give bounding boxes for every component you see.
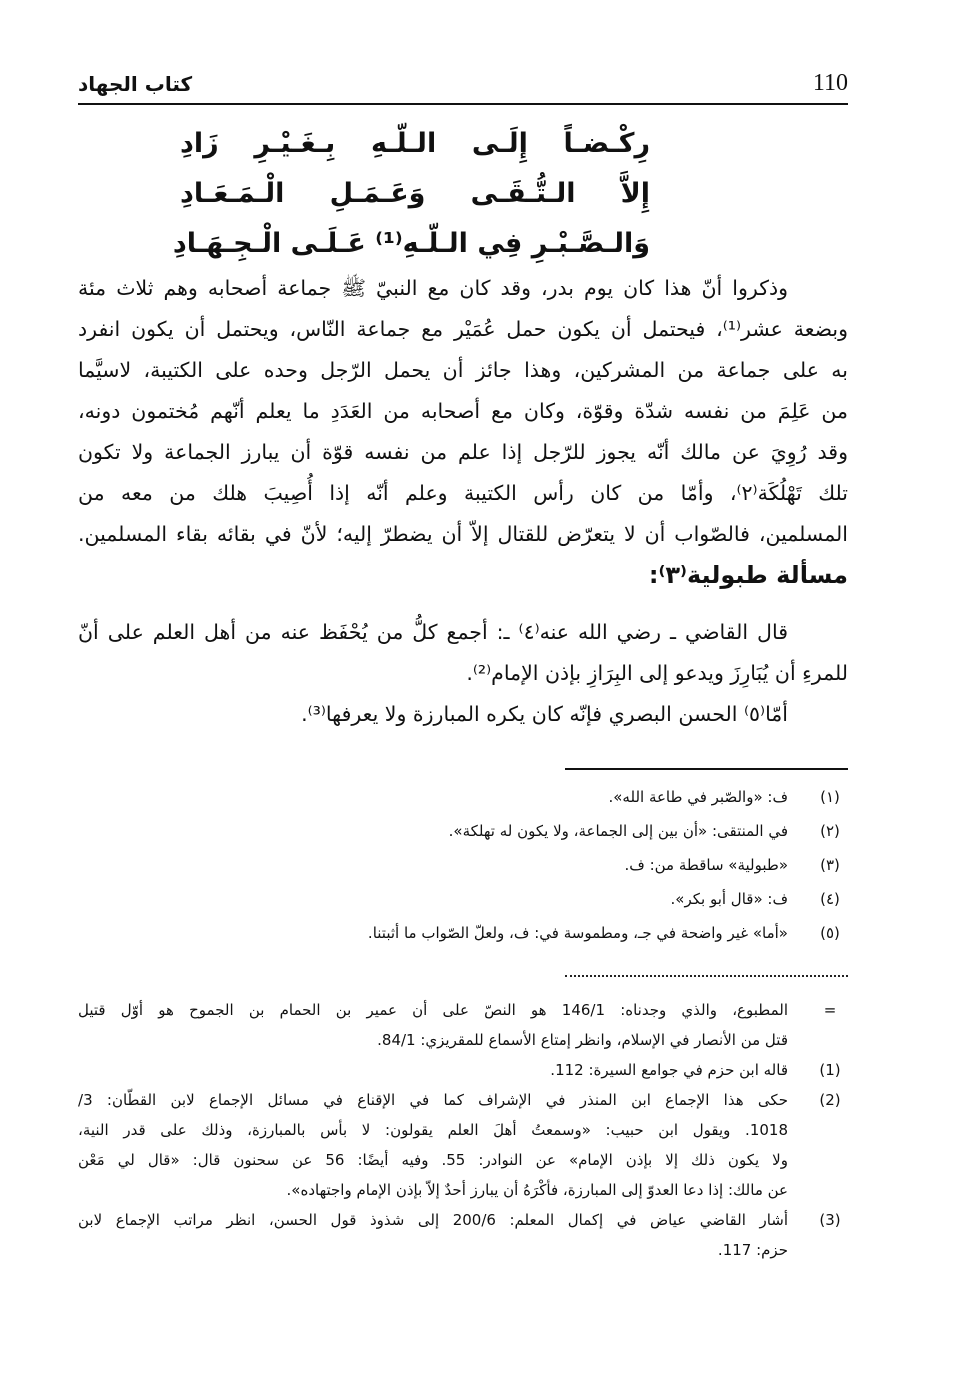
footnote-number: (3) — [819, 1211, 841, 1229]
footnote-line: حكى هذا الإجماع ابن المنذر في الإشراف كما في الإقناع في مسائل الإجماع لابن القطّان: 3/ — [78, 1091, 788, 1109]
footnotes-divider — [565, 975, 848, 977]
paragraph-line: به على جماعة من المشركين، وهذا جائز أن يحمل الرّجل وحده على الكتيبة، لاسيَّما — [78, 358, 848, 382]
editor-note — [78, 916, 848, 950]
editor-note — [78, 882, 848, 916]
footnote-line: أشار القاضي عياض في إكمال المعلم: 200/6 إلى شذوذ قول الحسن، انظر مراتب الإجماع لابن — [78, 1211, 788, 1229]
footnote — [78, 1205, 848, 1265]
issue-line: للمرءِ أن يُبَارِزَ ويدعو إلى البِرَازِ بإذن الإمام⁽²⁾. — [466, 661, 848, 685]
poem-verse: إِلاَّ الـتُّـقَـى وَعَـمَـلِ الْـمَـعَـادِ — [180, 178, 650, 209]
footnote-number: (2) — [819, 1091, 841, 1109]
note-number: (٣) — [820, 856, 840, 874]
notes-divider — [565, 768, 848, 770]
note-text: ف: «قال أبو بكر». — [670, 890, 788, 908]
editor-note — [78, 848, 848, 882]
footnote — [78, 1085, 848, 1205]
footnote-line: حزم: 117. — [717, 1241, 788, 1259]
paragraph-line: من عَلِمَ من نفسه شدّة وقوّة، وكان مع أصحابه من العَدَدِ ما يعلم أنّهم مُختمون دونه، — [78, 399, 848, 423]
footnote — [78, 995, 848, 1055]
note-number: (٤) — [820, 890, 840, 908]
footnote-number: = — [823, 1001, 837, 1019]
issue-line: أمّا⁽٥⁾ الحسن البصري فإنّه كان يكره المبارزة ولا يعرفها⁽³⁾. — [301, 702, 788, 726]
running-title: كتاب الجهاد — [78, 72, 193, 96]
note-text: «أما» غير واضحة في جـ، ومطموسة في: ف، ولعلّ الصّواب ما أثبتنا. — [367, 924, 788, 942]
paragraph-line: وذكروا أنّ هذا كان يوم بدر، وقد كان مع النبيّ ﷺ جماعة أصحابه وهم ثلاث مئة — [78, 276, 788, 300]
issue-heading: مسألة طبولية⁽٣⁾: — [648, 561, 848, 589]
footnote-line: عن مالك: إذا دعا العدوّ إلى المبارزة، فأكْرَهُ أن يبارز أحدٌ إلاّ بإذن الإمام واجتهاده». — [286, 1181, 788, 1199]
issue-line: قال القاضي ـ رضي الله عنه⁽٤⁾ ـ: أجمع كلُّ من يُحْفَظ عنه من أهل العلم على أنّ — [78, 620, 788, 644]
footnote-line: 1018. ويقول ابن حبيب: «وسمعتُ أهلَ العلم يقولون: لا بأس بالمبارزة، وذلك على قدر النية، — [78, 1121, 788, 1139]
footnote-line: المطبوع، والذي وجدناه: 146/1 هو النصّ على أن عمير بن الحمام بن الجموح هو أوّل قتيل — [78, 1001, 788, 1019]
editor-note — [78, 780, 848, 814]
note-number: (٥) — [820, 924, 840, 942]
page-number: 110 — [812, 70, 848, 96]
note-text: «طبولية» ساقطة من: ف. — [624, 856, 788, 874]
paragraph-line: المسلمين، فالصّواب أن لا يتعرّض للقتال إلاّ أن يضطرّ إليه؛ لأنّ في بقائه بقاء المسلمين. — [78, 522, 848, 546]
footnote — [78, 1055, 848, 1085]
editor-note — [78, 814, 848, 848]
paragraph-line: وبضعة عشر⁽¹⁾، فيحتمل أن يكون حمل عُمَيْر مع جماعة النّاس، ويحتمل أن يكون انفرد — [78, 317, 848, 341]
main-paragraph — [78, 268, 848, 596]
note-number: (١) — [820, 788, 840, 806]
note-text: في المنتقى: «أن بين إلى الجماعة، ولا يكون له تهلكة». — [448, 822, 788, 840]
paragraph-line: تلك تَهْلُكَة⁽٢⁾، وأمّا من كان رأس الكتيبة وعلم أنّه إذا أُصِيبَ هلك من معه من — [78, 481, 849, 505]
note-number: (٢) — [820, 822, 840, 840]
footnotes — [78, 995, 848, 1265]
footnote-line: ولا يكون ذلك إلا بإذن الإمام» عن النوادر: 55. وفيه أيضًا: 56 عن سحنون قال: «قال لي مَعْن — [78, 1151, 788, 1169]
paragraph-line: وقد رُوِيَ عن مالك أنّه يجوز للرّجل إذا علم من نفسه قوّة أن يبارز الجماعة ولا تكون — [78, 440, 848, 464]
header-divider — [78, 103, 848, 105]
footnote-number: (1) — [819, 1061, 841, 1079]
poem-verse: وَالـصَّـبْـرِ فِي الـلّـهِ⁽¹⁾ عَـلَـى الْـجِـهَـادِ — [172, 228, 650, 259]
footnote-line: قتل من الأنصار في الإسلام، وانظر إمتاع الأسماع للمقريزي: 84/1. — [377, 1031, 788, 1049]
poem-verse: رِكْـضـاً إِلَـى الـلّـهِ بِـغَـيْـرِ زَادِ — [180, 128, 650, 159]
page-header — [78, 70, 848, 100]
editor-notes — [78, 780, 848, 950]
note-text: ف: «والصّبر في طاعة الله». — [608, 788, 788, 806]
poem — [172, 128, 650, 278]
issue-text — [78, 612, 848, 735]
footnote-line: قاله ابن حزم في جوامع السيرة: 112. — [550, 1061, 788, 1079]
